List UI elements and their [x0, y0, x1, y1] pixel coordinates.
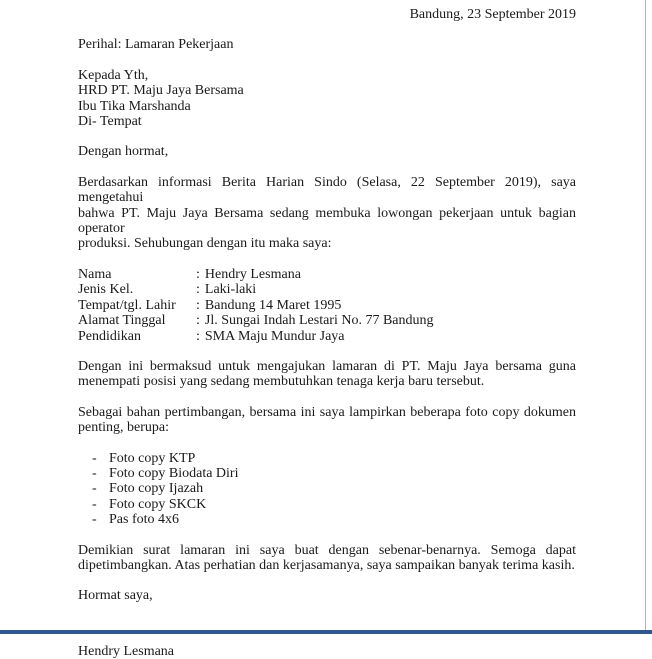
biodata-label: Jenis Kel.: [78, 282, 134, 298]
biodata-label: Pendidikan: [78, 328, 141, 344]
intent-paragraph: [78, 359, 576, 390]
paragraph-line: Berdasarkan informasi Berita Harian Sindo (Selasa, 22 September 2019), saya mengetahui: [78, 174, 576, 206]
biodata-separator: :: [196, 266, 200, 282]
biodata-value: Hendry Lesmana: [204, 266, 301, 282]
biodata-row: [78, 298, 576, 313]
biodata-label: Alamat Tinggal: [78, 313, 166, 329]
opening-paragraph: [78, 175, 576, 252]
list-item: [92, 466, 576, 481]
biodata-row: [78, 282, 576, 297]
recipient-line: Ibu Tika Marshanda: [78, 98, 191, 114]
list-item: [92, 451, 576, 466]
biodata-value: SMA Maju Mundur Jaya: [204, 328, 345, 344]
recipient-line: HRD PT. Maju Jaya Bersama: [78, 83, 244, 99]
paragraph-line: Demikian surat lamaran ini saya buat dengan sebenar-benarnya. Semoga dapat: [78, 542, 576, 558]
salutation: Dengan hormat,: [78, 144, 169, 160]
paragraph-line: produksi. Sehubungan dengan itu maka saya:: [78, 236, 332, 252]
biodata-separator: :: [196, 313, 200, 329]
biodata-value: Bandung 14 Maret 1995: [204, 297, 342, 313]
list-bullet: -: [92, 496, 97, 512]
paragraph-line: Sebagai bahan pertimbangan, bersama ini saya lampirkan beberapa foto copy dokumen: [78, 404, 576, 420]
closing-salutation: Hormat saya,: [78, 588, 153, 604]
list-item: [92, 497, 576, 512]
paragraph-line: menempati posisi yang sedang membutuhkan tenaga kerja baru tersebut.: [78, 374, 485, 390]
list-item-label: Foto copy Ijazah: [109, 481, 204, 497]
biodata-separator: :: [196, 328, 200, 344]
biodata-label: Tempat/tgl. Lahir: [78, 297, 176, 313]
list-item-label: Foto copy KTP: [109, 450, 196, 466]
letter-date: Bandung, 23 September 2019: [409, 7, 576, 22]
recipient-line: Di- Tempat: [78, 114, 142, 130]
list-bullet: -: [92, 465, 97, 481]
biodata-row: [78, 329, 576, 344]
list-bullet: -: [92, 512, 97, 528]
list-item-label: Foto copy SKCK: [109, 496, 207, 512]
list-item-label: Foto copy Biodata Diri: [109, 465, 239, 481]
recipient-block: [78, 68, 576, 130]
list-item: [92, 481, 576, 496]
biodata-row: [78, 313, 576, 328]
signature-name: Hendry Lesmana: [78, 643, 175, 659]
attachment-list: [78, 451, 576, 528]
biodata-block: [78, 267, 576, 344]
recipient-line: Kepada Yth,: [78, 67, 149, 83]
list-item: [92, 512, 576, 527]
paragraph-line: bahwa PT. Maju Jaya Bersama sedang membuka lowongan pekerjaan untuk bagian operator: [78, 205, 576, 237]
biodata-value: Laki-laki: [204, 282, 257, 298]
paragraph-line: dipetimbangkan. Atas perhatian dan kerjasamanya, saya sampaikan banyak terima kasih.: [78, 557, 575, 573]
biodata-separator: :: [196, 297, 200, 313]
paragraph-line: penting, berupa:: [78, 420, 169, 436]
list-bullet: -: [92, 450, 97, 466]
attachment-paragraph: [78, 405, 576, 436]
list-item-label: Pas foto 4x6: [109, 512, 179, 528]
page-right-border: [645, 0, 646, 630]
biodata-separator: :: [196, 282, 200, 298]
closing-paragraph: [78, 543, 576, 574]
biodata-value: Jl. Sungai Indah Lestari No. 77 Bandung: [204, 313, 434, 329]
page-bottom-bar: [0, 630, 652, 634]
paragraph-line: Dengan ini bermaksud untuk mengajukan lamaran di PT. Maju Jaya bersama guna: [78, 358, 576, 374]
biodata-label: Nama: [78, 266, 112, 282]
application-letter: [78, 7, 576, 659]
biodata-row: [78, 267, 576, 282]
list-bullet: -: [92, 481, 97, 497]
subject-line: Perihal: Lamaran Pekerjaan: [78, 37, 234, 53]
